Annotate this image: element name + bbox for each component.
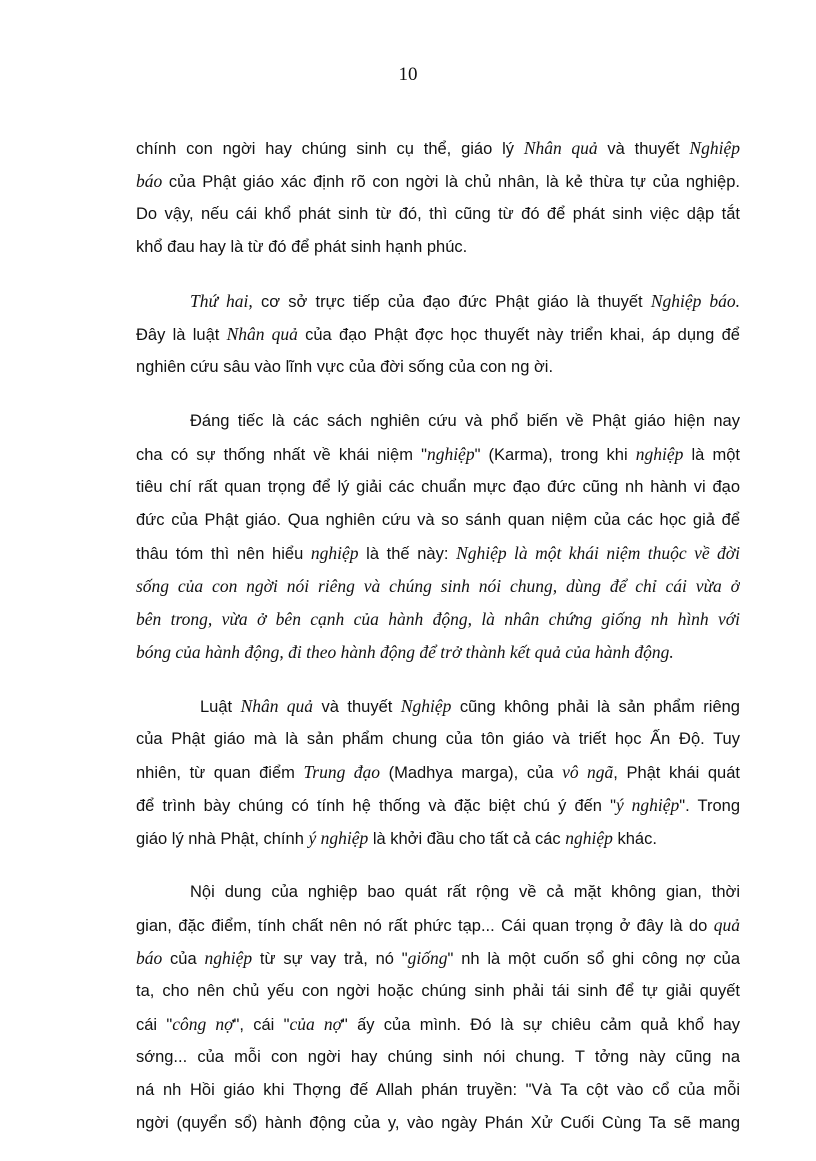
italic-term: nghiệp xyxy=(426,444,475,464)
text-run: khác. xyxy=(612,830,657,848)
body-text xyxy=(136,132,740,1161)
text-run: cũng không phải là sản phẩm riêng xyxy=(451,698,740,716)
italic-term: Thứ hai, xyxy=(190,291,253,311)
text-line xyxy=(136,1107,740,1140)
text-run: khổ đau hay là từ đó để phát sinh hạnh phúc. xyxy=(136,238,468,256)
text-run: để trình bày chúng có tính hệ thống và đặc biệt chú ý đến " xyxy=(136,797,616,815)
text-run: Nội dung của nghiệp bao quát rất rộng về cả mặt không gian, thời xyxy=(190,883,740,901)
text-line xyxy=(136,1041,740,1074)
italic-term: ý nghiệp xyxy=(615,795,680,815)
text-run: là một xyxy=(683,446,740,464)
italic-term: Nhân quả xyxy=(226,324,298,344)
text-line xyxy=(136,471,740,504)
italic-term: nghiệp xyxy=(565,828,613,848)
text-run: của Phật giáo xác định rõ con ngời là chủ nhân, là kẻ thừa tự của nghiệp. xyxy=(162,173,740,191)
text-line xyxy=(136,636,740,669)
text-line xyxy=(136,975,740,1008)
text-line xyxy=(136,318,740,351)
page-number: 10 xyxy=(398,64,418,85)
text-line xyxy=(136,942,740,975)
text-run: , Phật khái quát xyxy=(613,764,740,782)
text-run: ngời (quyển sổ) hành động của y, vào ngày Phán Xử Cuối Cùng Ta sẽ mang xyxy=(136,1114,740,1132)
paragraph-3 xyxy=(136,405,740,669)
text-run: ta, cho nên chủ yếu con ngời hoặc chúng sinh phải tái sinh để tự giải quyết xyxy=(136,982,740,1000)
text-line xyxy=(136,603,740,636)
text-line xyxy=(136,822,740,855)
text-line xyxy=(136,504,740,537)
text-line xyxy=(136,789,740,822)
italic-term: báo xyxy=(136,948,163,968)
paragraph-1 xyxy=(136,132,740,264)
text-run: và thuyết xyxy=(597,140,690,158)
text-run: sớng... của mỗi con ngời hay chúng sinh nói chung. T tởng này cũng na xyxy=(136,1048,740,1066)
text-line xyxy=(136,231,740,264)
text-run: của xyxy=(162,950,205,968)
text-run: " ấy của mình. Đó là sự chiêu cảm quả khổ hay xyxy=(341,1016,740,1034)
text-run: Đáng tiếc là các sách nghiên cứu và phổ biến về Phật giáo hiện nay xyxy=(190,412,740,430)
text-run: ", cái " xyxy=(233,1016,290,1034)
text-run: nhiên, từ quan điểm xyxy=(136,764,304,782)
paragraph-2 xyxy=(136,285,740,384)
text-run: thâu tóm thì nên hiểu xyxy=(136,545,311,563)
italic-term: nghiệp xyxy=(635,444,684,464)
italic-term: Trung đạo xyxy=(303,762,380,782)
text-run: tiêu chí rất quan trọng để lý giải các chuẩn mực đạo đức cũng nh hành vi đạo xyxy=(136,478,740,496)
italic-term: công nợ xyxy=(172,1014,234,1034)
italic-term: nghiệp xyxy=(310,543,359,563)
italic-term: Nghiệp báo. xyxy=(650,291,740,311)
text-run: Luật xyxy=(200,698,241,716)
italic-term: ý nghiệp xyxy=(308,828,369,848)
text-run: là khởi đầu cho tất cả các xyxy=(368,830,566,848)
text-line xyxy=(136,405,740,438)
text-run: và thuyết xyxy=(313,698,401,716)
text-run: gian, đặc điểm, tính chất nên nó rất phức tạp... Cái quan trọng ở đây là do xyxy=(136,917,714,935)
italic-term: của nợ xyxy=(289,1014,342,1034)
text-run: cái " xyxy=(136,1016,173,1034)
text-run: của Phật giáo mà là sản phẩm chung của tôn giáo và triết học Ấn Độ. Tuy xyxy=(136,730,740,748)
text-line xyxy=(136,570,740,603)
text-run: cơ sở trực tiếp của đạo đức Phật giáo là thuyết xyxy=(252,293,651,311)
italic-term: quả xyxy=(713,915,740,935)
italic-term: sống của con ngời nói riêng và chúng sinh nói chung, dùng để chỉ cái vừa ở xyxy=(136,576,740,596)
italic-term: bóng của hành động, đi theo hành động để trở thành kết quả của hành động. xyxy=(136,642,674,662)
text-run: cha có sự thống nhất về khái niệm " xyxy=(136,446,427,464)
text-line xyxy=(136,132,740,165)
italic-term: báo xyxy=(136,171,163,191)
text-run: là thế này: xyxy=(358,545,457,563)
text-run: Đây là luật xyxy=(136,326,227,344)
text-run: nghiên cứu sâu vào lĩnh vực của đời sống của con ng ời. xyxy=(136,358,554,376)
text-run: chính con ngời hay chúng sinh cụ thể, giáo lý xyxy=(136,140,524,158)
text-line xyxy=(136,756,740,789)
text-run: (Madhya marga), của xyxy=(379,764,563,782)
text-line xyxy=(136,165,740,198)
italic-term: Nhân quả xyxy=(523,138,598,158)
text-line xyxy=(136,198,740,231)
paragraph-4 xyxy=(136,690,740,855)
text-run: " (Karma), trong khi xyxy=(474,446,636,464)
text-line xyxy=(136,351,740,384)
italic-term: nghiệp xyxy=(204,948,253,968)
italic-term: Nhân quả xyxy=(240,696,314,716)
text-run: " nh là một cuốn sổ ghi công nợ của xyxy=(447,950,740,968)
paragraph-5 xyxy=(136,876,740,1140)
text-run: của đạo Phật đợc học thuyết này triển khai, áp dụng để xyxy=(297,326,740,344)
text-run: đức của Phật giáo. Qua nghiên cứu và so sánh quan niệm của các học giả để xyxy=(136,511,740,529)
italic-term: Nghiệp xyxy=(400,696,452,716)
text-line xyxy=(136,537,740,570)
italic-term: vô ngã xyxy=(562,762,614,782)
italic-term: giống xyxy=(407,948,448,968)
text-run: Do vậy, nếu cái khổ phát sinh từ đó, thì cũng từ đó để phát sinh việc dập tắt xyxy=(136,205,740,223)
text-run: ná nh Hồi giáo khi Thợng đế Allah phán truyền: "Và Ta cột vào cổ của mỗi xyxy=(136,1081,740,1099)
text-line xyxy=(136,876,740,909)
text-run: từ sự vay trả, nó " xyxy=(252,950,408,968)
italic-term: Nghiệp xyxy=(689,138,740,158)
text-line xyxy=(136,1074,740,1107)
text-run: ". Trong xyxy=(679,797,740,815)
text-line xyxy=(136,909,740,942)
italic-term: bên trong, vừa ở bên cạnh của hành động, là nhân chứng giống nh hình với xyxy=(136,609,740,629)
text-line xyxy=(136,690,740,723)
text-line xyxy=(136,1008,740,1041)
text-run: giáo lý nhà Phật, chính xyxy=(136,830,309,848)
text-line xyxy=(136,285,740,318)
text-line xyxy=(136,438,740,471)
italic-term: Nghiệp là một khái niệm thuộc về đời xyxy=(456,543,740,563)
text-line xyxy=(136,723,740,756)
